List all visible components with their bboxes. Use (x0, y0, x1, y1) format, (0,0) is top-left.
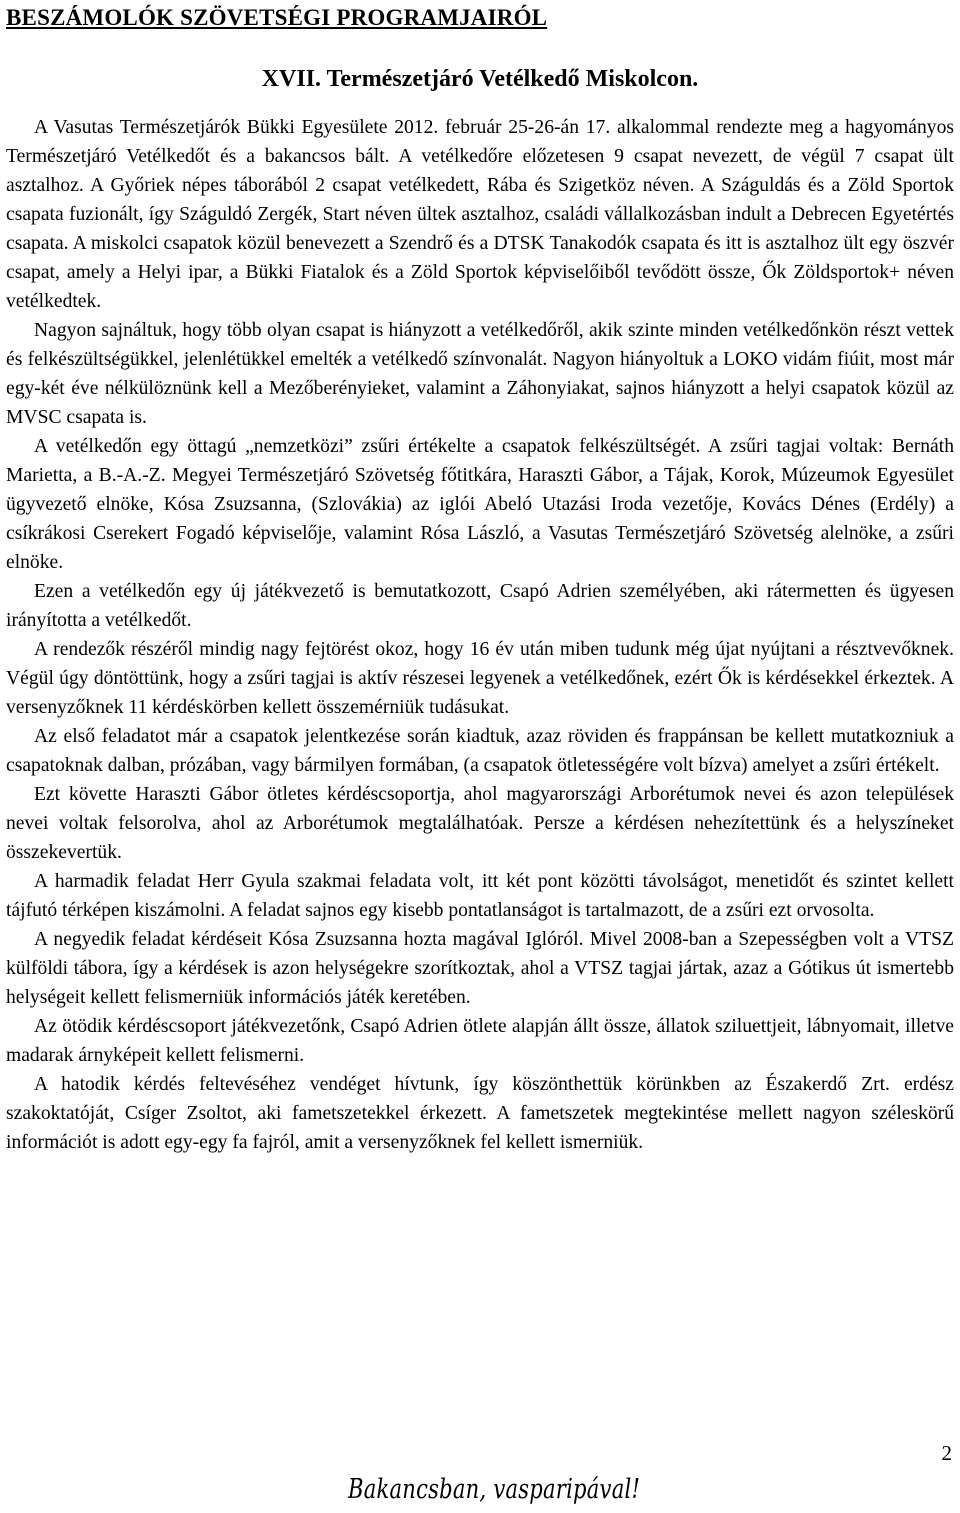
article-title: XVII. Természetjáró Vetélkedő Miskolcon. (261, 66, 699, 92)
article-body (6, 113, 954, 1157)
document-page (6, 0, 954, 1157)
paragraph: Az első feladatot már a csapatok jelentkezése során kiadtuk, azaz röviden és frappánsan be kellett mutatkozniuk a csapatoknak dalban, prózában, vagy bármilyen formában, (a csapatok ötletességére volt bízva) amelyet a zsűri értékelt. (6, 726, 954, 776)
paragraph: A negyedik feladat kérdéseit Kósa Zsuzsanna hozta magával Iglóról. Mivel 2008-ban a Szepességben volt a VTSZ külföldi tábora, így a kérdések is azon helységekre szorítkoztak, ahol a VTSZ tagjai jártak, azaz a Gótikus út ismertebb helységeit kellett felismerniük információs játék keretében. (6, 929, 954, 1008)
paragraph: A rendezők részéről mindig nagy fejtörést okoz, hogy 16 év után miben tudunk még újat nyújtani a résztvevőknek. Végül úgy döntöttünk, hogy a zsűri tagjai is aktív részesei legyenek a vetélkedőnek, ezért Ők is kérdésekkel érkeztek. A versenyzőknek 11 kérdéskörben kellett összemérniük tudásukat. (6, 639, 954, 718)
paragraph: Ezen a vetélkedőn egy új játékvezető is bemutatkozott, Csapó Adrien személyében, aki rátermetten és ügyesen irányította a vetélkedőt. (6, 581, 954, 631)
paragraph: Ezt követte Haraszti Gábor ötletes kérdéscsoportja, ahol magyarországi Arborétumok nevei és azon települések nevei voltak felsorolva, ahol az Arborétumok megtalálhatóak. Persze a kérdésen nehezítettünk és a helyszíneket összekevertük. (6, 784, 954, 863)
paragraph: A harmadik feladat Herr Gyula szakmai feladata volt, itt két pont közötti távolságot, menetidőt és szintet kellett tájfutó térképen kiszámolni. A feladat sajnos egy kisebb pontatlanságot is tartalmazott, de a zsűri ezt orvosolta. (6, 871, 954, 921)
paragraph: A vetélkedőn egy öttagú „nemzetközi” zsűri értékelte a csapatok felkészültségét. A zsűri tagjai voltak: Bernáth Marietta, a B.-A.-Z. Megyei Természetjáró Szövetség főtitkára, Haraszti Gábor, a Tájak, Korok, Múzeumok Egyesület ügyvezető elnöke, Kósa Zsuzsanna, (Szlovákia) az iglói Abeló Utazási Iroda vezetője, Kovács Dénes (Erdély) a csíkrákosi Cserekert Fogadó képviselője, valamint Rósa László, a Vasutas Természetjáró Szövetség alelnöke, a zsűri elnöke. (6, 436, 954, 573)
page-number: 2 (941, 1441, 952, 1465)
paragraph: A Vasutas Természetjárók Bükki Egyesülete 2012. február 25-26-án 17. alkalommal rendezte meg a hagyományos Természetjáró Vetélkedőt és a bakancsos bált. A vetélkedőre előzetesen 9 csapat nevezett, de végül 7 csapat ült asztalhoz. A Győriek népes táborából 2 csapat vetélkedett, Rába és Szigetköz néven. A Száguldás és a Zöld Sportok csapata fuzionált, így Száguldó Zergék, Start néven ültek asztalhoz, családi vállalkozásban indult a Debrecen Egyetértés csapata. A miskolci csapatok közül benevezett a Szendrő és a DTSK Tanakodók csapata és itt is asztalhoz ült egy öszvér csapat, amely a Helyi ipar, a Bükki Fiatalok és a Zöld Sportok képviselőiből tevődött össze, Ők Zöldsportok+ néven vetélkedtek. (6, 117, 954, 312)
paragraph: A hatodik kérdés feltevéséhez vendéget hívtunk, így köszönthettük körünkben az Északerdő Zrt. erdész szakoktatóját, Csíger Zsoltot, aki fametszetekkel érkezett. A fametszetek megtekintése mellett nagyon széleskörű információt is adott egy-egy fa fajról, amit a versenyzőknek fel kellett ismerniük. (6, 1074, 954, 1153)
paragraph: Nagyon sajnáltuk, hogy több olyan csapat is hiányzott a vetélkedőről, akik szinte minden vetélkedőnkön részt vettek és felkészültségükkel, jelenlétükkel emelték a vetélkedő színvonalát. Nagyon hiányoltuk a LOKO vidám fiúit, most már egy-két éve nélkülöznünk kell a Mezőberényieket, valamint a Záhonyiakat, sajnos hiányzott a helyi csapatok közül az MVSC csapata is. (6, 320, 954, 428)
paragraph: Az ötödik kérdéscsoport játékvezetőnk, Csapó Adrien ötlete alapján állt össze, állatok sziluettjeit, lábnyomait, illetve madarak árnyképeit kellett felismerni. (6, 1016, 954, 1066)
footer-motto: Bakancsban, vasparipával! (348, 1474, 641, 1505)
section-header: BESZÁMOLÓK SZÖVETSÉGI PROGRAMJAIRÓL (6, 5, 548, 30)
